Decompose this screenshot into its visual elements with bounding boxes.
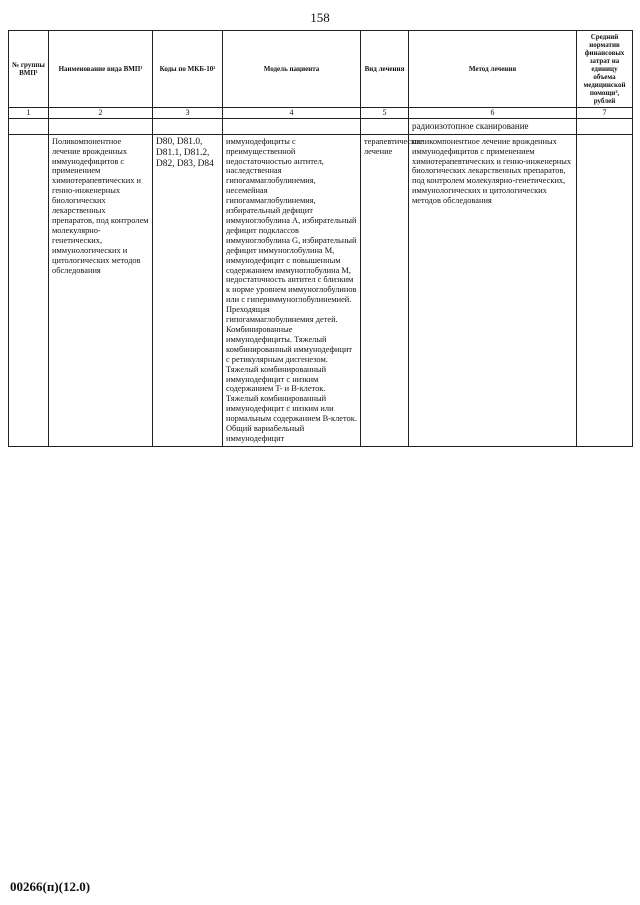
header-group-number: № группы ВМП¹ [9,31,49,108]
header-patient-model: Модель пациента [223,31,361,108]
column-number: 6 [409,108,577,119]
treatment-type-cell: терапевтическое лечение [361,134,409,446]
header-vmp-name: Наименование вида ВМП¹ [49,31,153,108]
page-number: 158 [310,10,330,25]
vmp-name-cell: Поликомпонентное лечение врожденных иммунодефицитов с применением химиотерапевтических и генно-инженерных биологических лекарственных препаратов, под контролем молекулярно-генетических, иммунологических и цитологических методов обследования [49,134,153,446]
header-average-cost: Средний норматив финансовых затрат на единицу объема медицинской помощи³, рублей [577,31,633,108]
column-number: 7 [577,108,633,119]
continuation-cell [223,119,361,134]
column-number: 3 [153,108,223,119]
header-treatment-method: Метод лечения [409,31,577,108]
header-icd-codes: Коды по МКБ-10² [153,31,223,108]
vmp-table [8,30,633,447]
continuation-cell [361,119,409,134]
column-number: 1 [9,108,49,119]
patient-model-cell: иммунодефициты с преимущественной недостаточностью антител, наследственная гипогаммаглобулинемия, несемейная гипогаммаглобулинемия, избирательный дефицит иммуноглобулина A, избирательный дефицит подклассов иммуноглобулина G, избирательный дефицит иммуноглобулина M, иммунодефицит с повышенным содержанием иммуноглобулина M, недостаточность антител с близким к норме уровнем иммуноглобулинов или с гипериммуноглобулинемией. Преходящая гипогаммаглобулинемия детей. Комбинированные иммунодефициты. Тяжелый комбинированный иммунодефицит с ретикулярным дисгенезом. Тяжелый комбинированный иммунодефицит с низким содержанием T- и B-клеток. Тяжелый комбинированный иммунодефицит с низким или нормальным содержанием B-клеток. Общий вариабельный иммунодефицит [223,134,361,446]
group-number-cell [9,134,49,446]
column-number: 2 [49,108,153,119]
continuation-row [9,119,633,134]
continuation-cell [577,119,633,134]
column-number: 5 [361,108,409,119]
header-treatment-type: Вид лечения [361,31,409,108]
continuation-cell [49,119,153,134]
continuation-method: радиоизотопное сканирование [409,119,577,134]
icd-codes-cell: D80, D81.0, D81.1, D81.2, D82, D83, D84 [153,134,223,446]
header-row [9,31,633,108]
document-code: 00266(п)(12.0) [10,879,91,894]
continuation-cell [153,119,223,134]
column-number-row [9,108,633,119]
average-cost-cell [577,134,633,446]
table-row [9,134,633,446]
column-number: 4 [223,108,361,119]
continuation-cell [9,119,49,134]
treatment-method-cell: поликомпонентное лечение врожденных иммунодефицитов с применением химиотерапевтических и генно-инженерных биологических лекарственных препаратов, под контролем молекулярно-генетических, иммунологических и цитологических методов обследования [409,134,577,446]
